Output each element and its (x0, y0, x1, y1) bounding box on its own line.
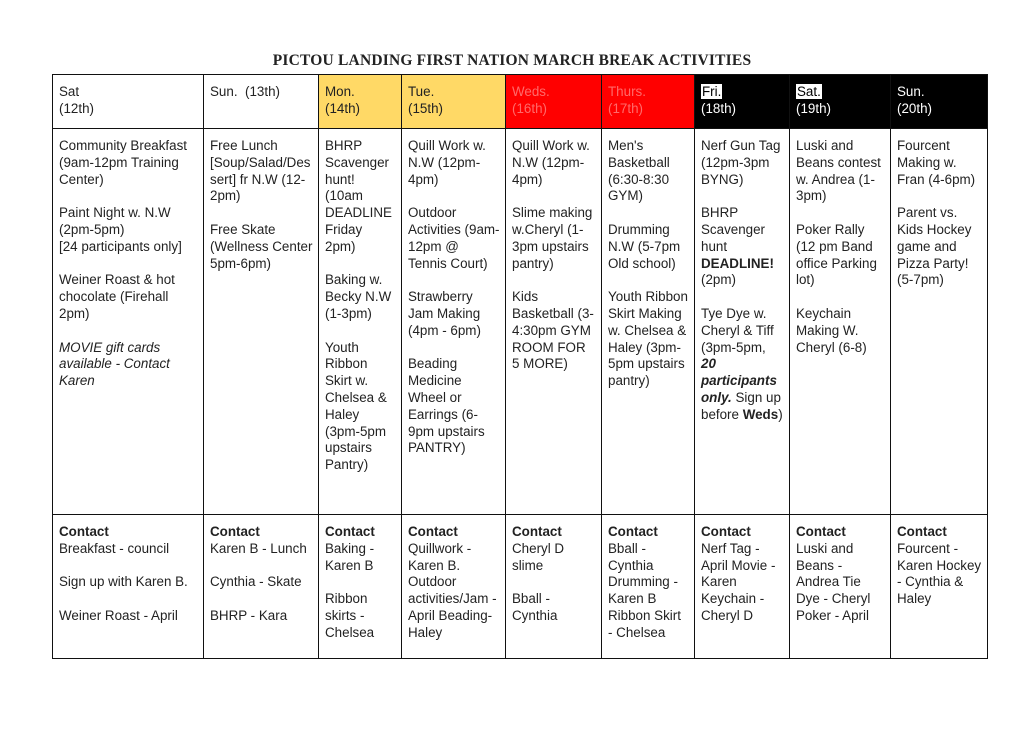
contact-item: Bball - Cynthia Drumming - Karen B Ribbon Skirt - Chelsea (608, 540, 681, 640)
contact-label: Contact (512, 524, 562, 539)
activity-item: Keychain Making W. Cheryl (6-8) (796, 305, 867, 355)
contact-cell (53, 515, 204, 659)
activity-item: Beading Medicine Wheel or Earrings (6-9pm upstairs PANTRY) (408, 356, 485, 456)
activities-row (53, 129, 988, 515)
page-title: PICTOU LANDING FIRST NATION MARCH BREAK ACTIVITIES (272, 52, 752, 69)
activity-item: Tye Dye w. Cheryl & Tiff (3pm-5pm, 20 participants only. Sign up before Weds) (701, 305, 783, 422)
activities-cell (602, 129, 695, 515)
day-name: Mon. (325, 84, 355, 99)
contact-label: Contact (210, 524, 260, 539)
contact-item: Ribbon skirts - Chelsea (325, 591, 375, 640)
day-name: Sun. (897, 84, 925, 99)
day-date: (13th) (245, 84, 280, 99)
day-header (506, 75, 602, 129)
contact-item: BHRP - Kara (210, 607, 288, 623)
contact-cell (695, 515, 790, 659)
day-date: (12th) (59, 100, 94, 116)
activity-item: Youth Ribbon Skirt w. Chelsea & Haley (3pm-5pm upstairs Pantry) (325, 339, 387, 473)
day-name: Thurs. (608, 84, 646, 99)
day-date: (18th) (701, 100, 736, 116)
activities-cell (695, 129, 790, 515)
activity-item: Community Breakfast (9am-12pm Training Center) (59, 138, 187, 187)
contact-item: Nerf Tag - April Movie - Karen Keychain - Cheryl D (701, 540, 776, 623)
activity-item: Baking w. Becky N.W (1-3pm) (325, 272, 392, 321)
contact-item: Breakfast - council (59, 540, 170, 556)
activity-item: Slime making w.Cheryl (1-3pm upstairs pantry) (512, 205, 593, 271)
activity-item: Fourcent Making w. Fran (4-6pm) (897, 138, 976, 187)
activity-item: Quill Work w. N.W (12pm-4pm) (512, 138, 590, 187)
contact-item: Cynthia - Skate (210, 574, 302, 590)
contact-cell (506, 515, 602, 659)
activity-item: Weiner Roast & hot chocolate (Firehall 2pm) (59, 272, 175, 321)
activities-cell (402, 129, 506, 515)
activity-item: Parent vs. Kids Hockey game and Pizza Party! (5-7pm) (897, 205, 972, 288)
activity-item: Youth Ribbon Skirt Making w. Chelsea & Haley (3pm-5pm upstairs pantry) (608, 289, 688, 389)
day-date: (20th) (897, 100, 932, 116)
activities-cell (790, 129, 891, 515)
activity-item: Strawberry Jam Making (4pm - 6pm) (408, 289, 481, 338)
day-name: Weds. (512, 84, 550, 99)
contacts-row (53, 515, 988, 659)
day-header (891, 75, 988, 129)
contact-cell (402, 515, 506, 659)
contact-label: Contact (701, 524, 751, 539)
contact-cell (891, 515, 988, 659)
activity-item: Nerf Gun Tag (12pm-3pm BYNG) (701, 138, 781, 187)
contact-cell (790, 515, 891, 659)
day-header (695, 75, 790, 129)
day-header (53, 75, 204, 129)
schedule-table (52, 74, 988, 659)
contact-label: Contact (325, 524, 375, 539)
day-name: Tue. (408, 84, 435, 99)
activity-item: Quill Work w. N.W (12pm-4pm) (408, 138, 486, 187)
header-row (53, 75, 988, 129)
day-date: (17th) (608, 100, 643, 116)
contact-label: Contact (408, 524, 458, 539)
day-header (602, 75, 695, 129)
day-header (319, 75, 402, 129)
contact-item: Baking - Karen B (325, 540, 375, 573)
activity-item: MOVIE gift cards available - Contact Karen (59, 339, 170, 389)
day-name: Sat (59, 84, 80, 99)
activities-cell (506, 129, 602, 515)
day-date: (14th) (325, 100, 360, 116)
contact-label: Contact (608, 524, 658, 539)
contact-cell (204, 515, 319, 659)
activity-item: Paint Night w. N.W (2pm-5pm) [24 participants only] (59, 205, 182, 254)
activity-item: BHRP Scavenger hunt! (10am DEADLINE Friday 2pm) (325, 138, 392, 254)
contact-item: Weiner Roast - April (59, 607, 178, 623)
day-name: Fri. (702, 84, 722, 99)
contact-item: Karen B - Lunch (210, 540, 307, 556)
contact-label: Contact (897, 524, 947, 539)
activity-item: Poker Rally (12 pm Band office Parking lot) (796, 221, 877, 288)
activity-item: BHRP Scavenger hunt DEADLINE! (2pm) (701, 205, 774, 288)
activity-item: Free Lunch [Soup/Salad/Dessert] fr N.W (12-2pm) (210, 138, 311, 204)
contact-item: Quillwork - Karen B. Outdoor activities/Jam - April Beading- Haley (408, 540, 497, 640)
contact-item: Luski and Beans - Andrea Tie Dye - Cheryl Poker - April (796, 540, 871, 623)
contact-cell (319, 515, 402, 659)
contact-item: Sign up with Karen B. (59, 574, 188, 590)
activity-item: Outdoor Activities (9am-12pm @ Tennis Court) (408, 205, 500, 271)
activities-cell (53, 129, 204, 515)
day-header (402, 75, 506, 129)
day-date: (15th) (408, 100, 443, 116)
activities-cell (319, 129, 402, 515)
contact-cell (602, 515, 695, 659)
day-header (790, 75, 891, 129)
contact-label: Contact (59, 524, 109, 539)
contact-item: Bball - Cynthia (512, 591, 558, 623)
activities-cell (204, 129, 319, 515)
day-date: (16th) (512, 100, 547, 116)
activity-item: Luski and Beans contest w. Andrea (1-3pm) (796, 138, 881, 204)
contact-label: Contact (796, 524, 846, 539)
activity-item: Men's Basketball (6:30-8:30 GYM) (608, 138, 670, 204)
contact-item: Cheryl D slime (512, 540, 565, 573)
contact-item: Fourcent - Karen Hockey - Cynthia & Haley (897, 540, 982, 607)
day-name: Sat. (797, 84, 821, 99)
day-header (204, 75, 319, 129)
activities-cell (891, 129, 988, 515)
day-name: Sun. (210, 84, 238, 99)
activity-item: Kids Basketball (3-4:30pm GYM ROOM FOR 5 MORE) (512, 289, 594, 372)
activity-item: Drumming N.W (5-7pm Old school) (608, 221, 681, 271)
activity-item: Free Skate (Wellness Center 5pm-6pm) (210, 221, 313, 271)
day-date: (19th) (796, 100, 831, 116)
